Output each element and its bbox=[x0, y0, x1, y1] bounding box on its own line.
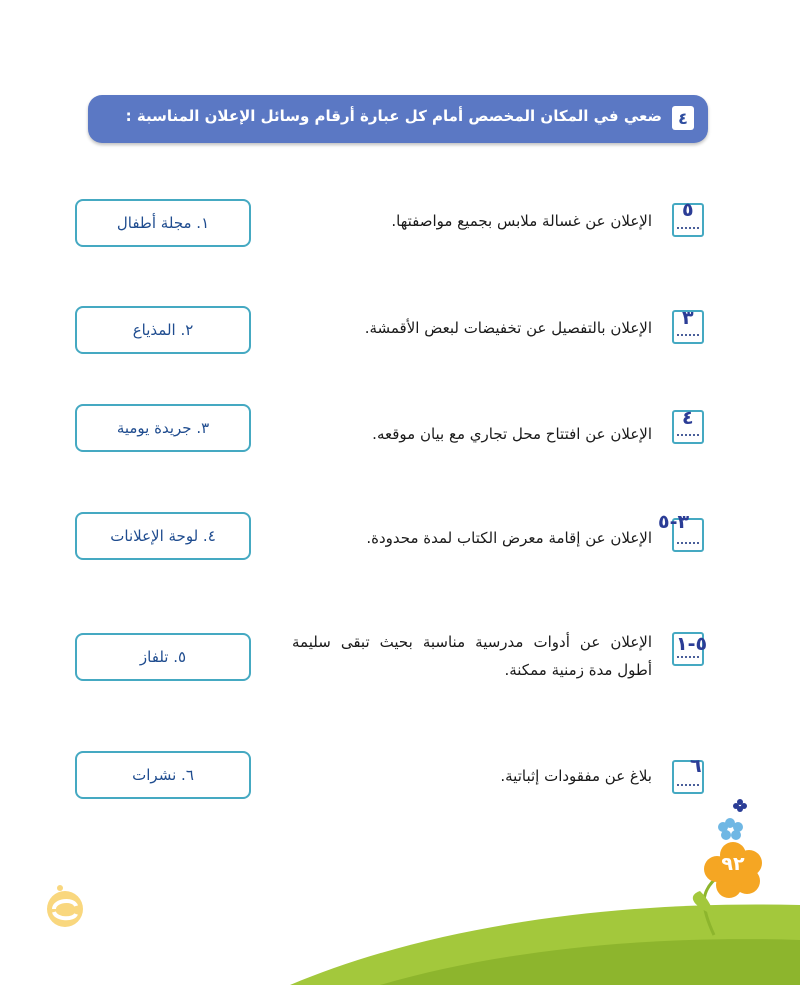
instruction-text: ضعي في المكان المخصص أمام كل عبارة أرقام وسائل الإعلان المناسبة : bbox=[125, 107, 662, 125]
option-5: ٥. تلفاز bbox=[75, 633, 251, 681]
option-1: ١. مجلة أطفال bbox=[75, 199, 251, 247]
statement-5: الإعلان عن أدوات مدرسية مناسبة بحيث تبقى سليمة أطول مدة زمنية ممكنة. bbox=[292, 633, 652, 679]
answer-3: ٤ bbox=[682, 407, 694, 429]
option-4: ٤. لوحة الإعلانات bbox=[75, 512, 251, 560]
option-2: ٢. المذياع bbox=[75, 306, 251, 354]
answer-4: ٣-٥ bbox=[658, 511, 690, 533]
page-number: ٩٢ bbox=[721, 853, 745, 875]
small-blue-flower bbox=[718, 818, 743, 840]
statement-6: بلاغ عن مفقودات إثباتية. bbox=[500, 767, 652, 785]
option-6: ٦. نشرات bbox=[75, 751, 251, 799]
statement-2: الإعلان بالتفصيل عن تخفيضات لبعض الأقمشة. bbox=[364, 319, 652, 337]
answer-1: ٥ bbox=[682, 199, 694, 221]
statement-4: الإعلان عن إقامة معرض الكتاب لمدة محدودة. bbox=[366, 529, 652, 547]
statement-1: الإعلان عن غسالة ملابس بجميع مواصفتها. bbox=[391, 212, 652, 230]
option-3: ٣. جريدة يومية bbox=[75, 404, 251, 452]
tiny-navy-flower bbox=[733, 799, 747, 812]
answer-5: ٥-١ bbox=[676, 633, 708, 655]
answer-2: ٣ bbox=[682, 307, 694, 329]
answer-6: ٦ bbox=[690, 755, 702, 777]
question-number: ٤ bbox=[672, 106, 694, 130]
statement-3: الإعلان عن افتتاح محل تجاري مع بيان موقعه. bbox=[372, 425, 652, 443]
publisher-logo bbox=[40, 882, 90, 932]
